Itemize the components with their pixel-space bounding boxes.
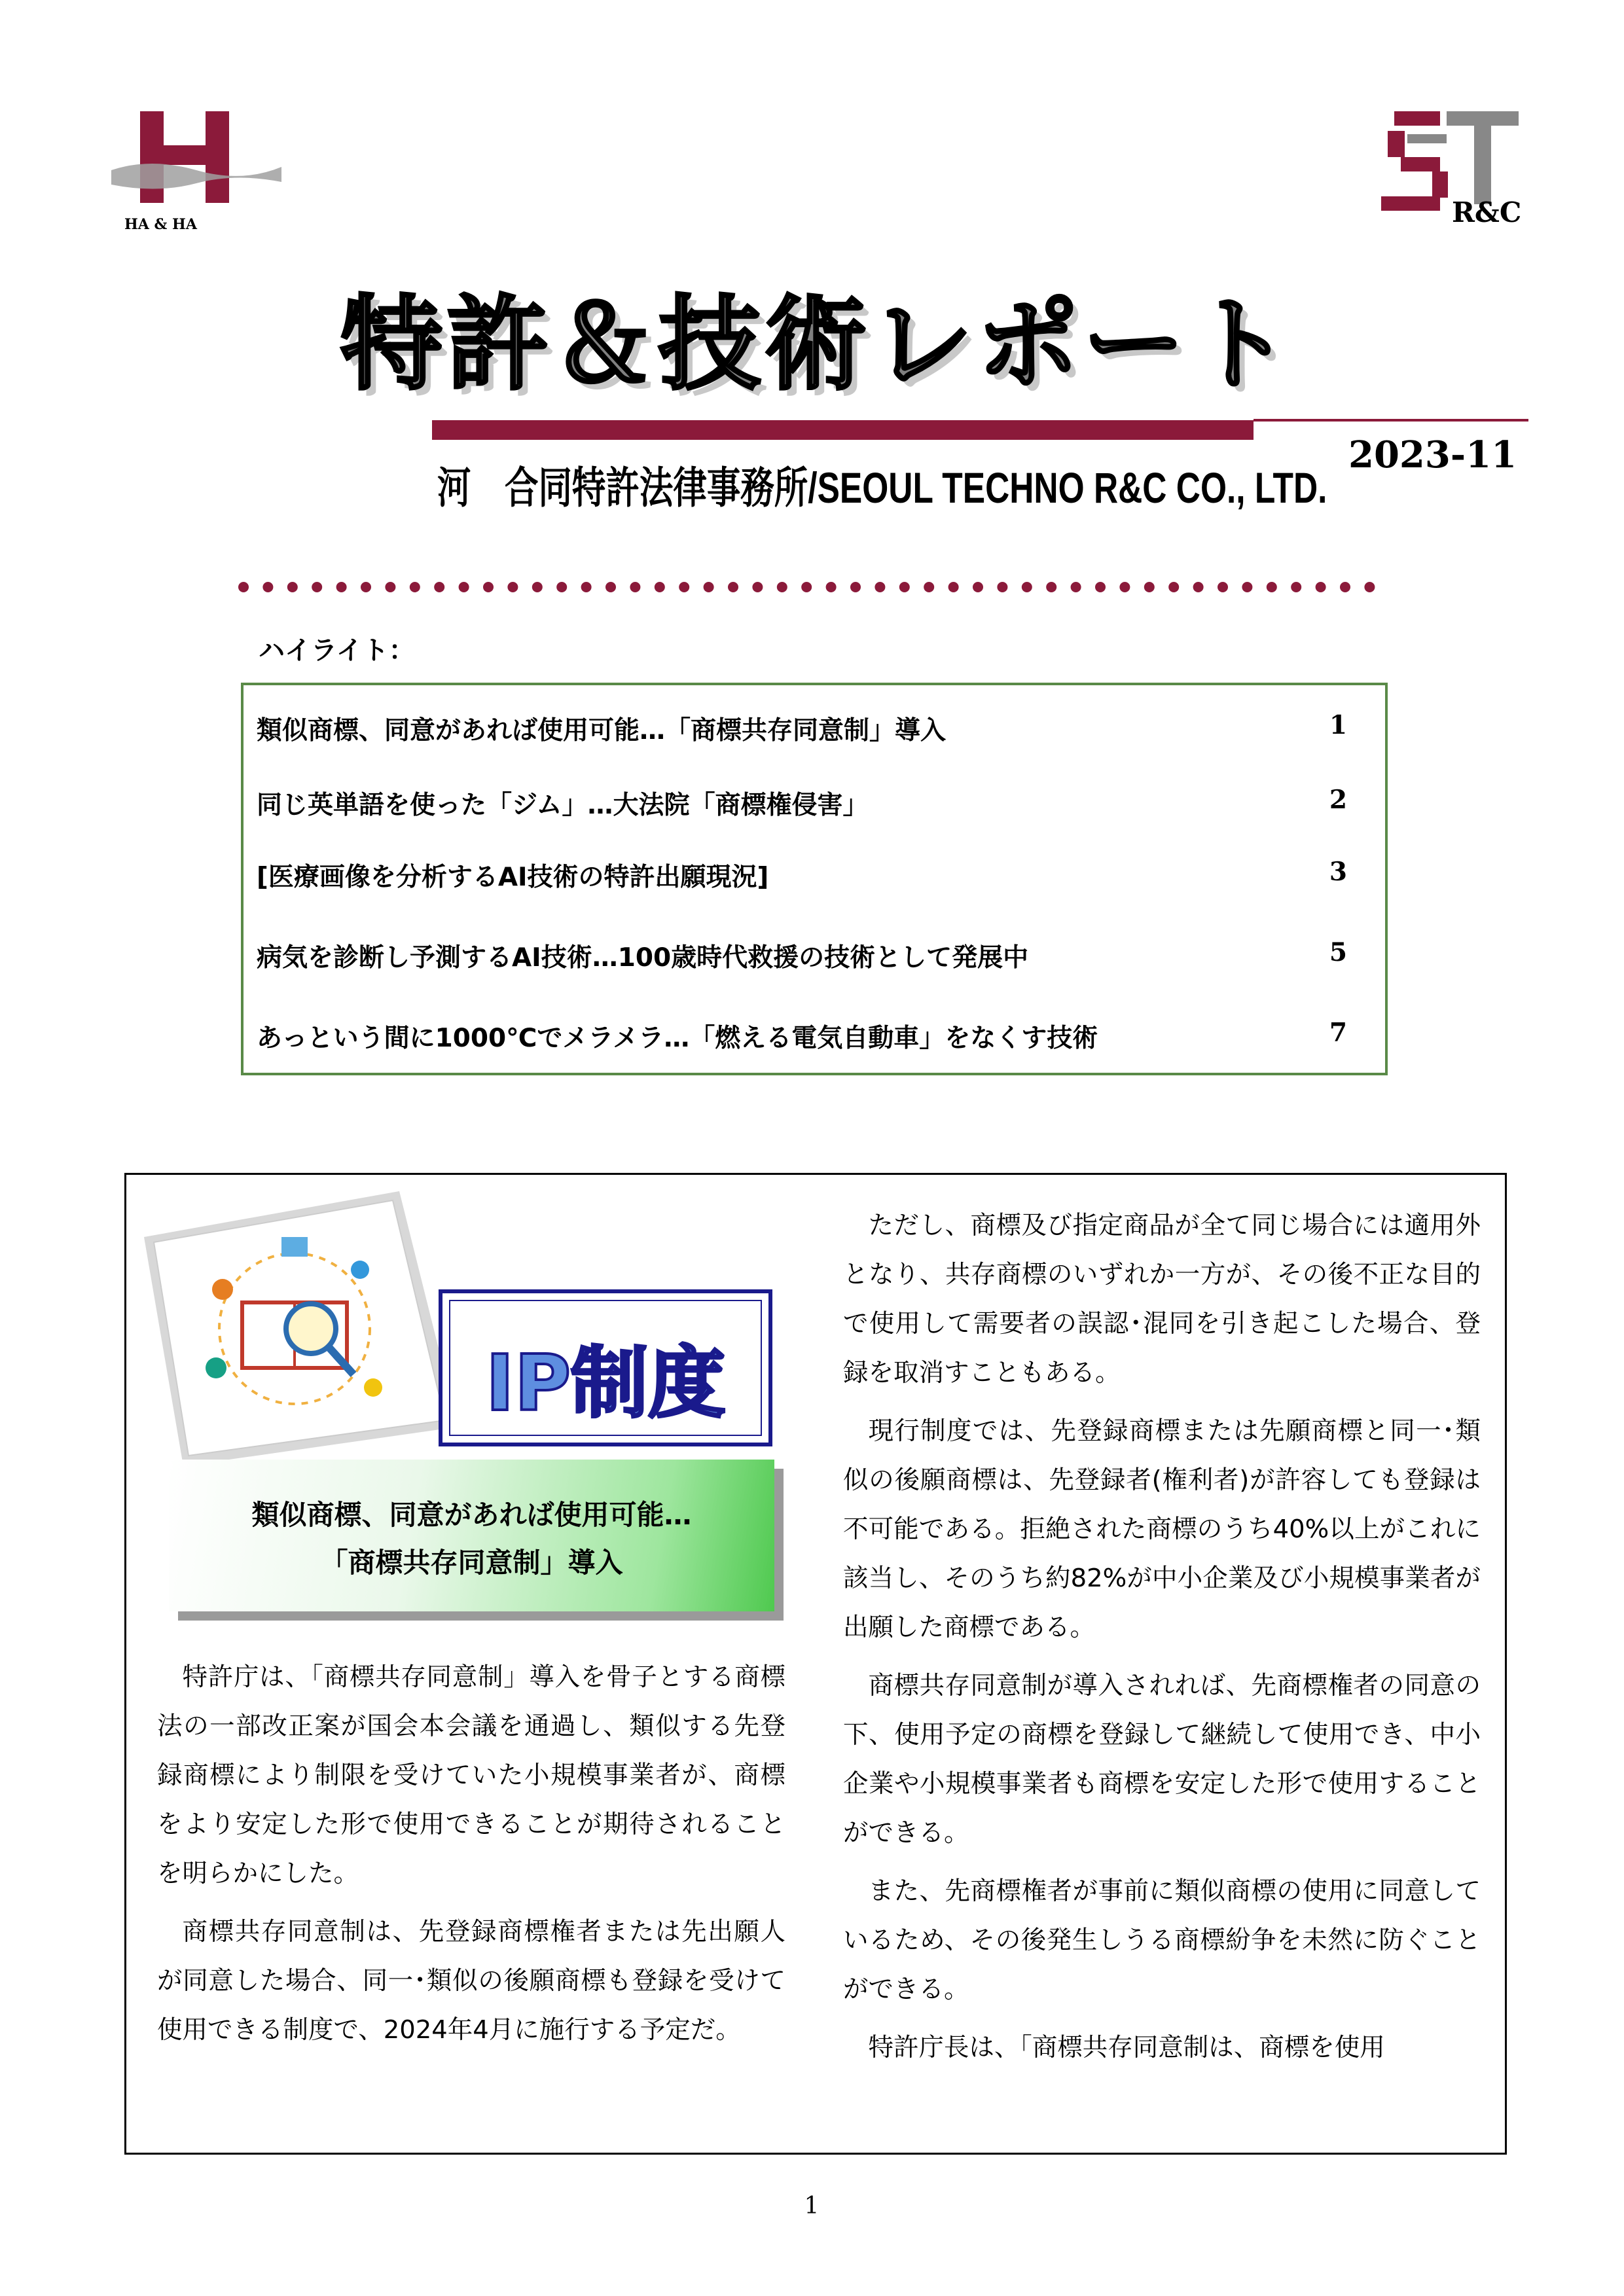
- body-paragraph: ただし、商標及び指定商品が全て同じ場合には適用外となり、共存商標のいずれか一方が、その後不正な目的で使用して需要者の誤認･混同を引き起こした場合、登録を取消すこともある。: [843, 1211, 1481, 1388]
- highlights-label: ハイライト：: [259, 636, 415, 666]
- company-name: 河 合同特許法律事務所/SEOUL TECHNO R&C CO., LTD.: [437, 463, 1327, 512]
- highlights-box: [241, 683, 1388, 1075]
- divider-dot: [507, 582, 518, 592]
- divider-dot: [655, 582, 665, 592]
- divider-dot: [1193, 582, 1204, 592]
- divider-dot: [312, 582, 322, 592]
- divider-dot: [459, 582, 469, 592]
- divider-dot: [483, 582, 494, 592]
- body-paragraph: また、先商標権者が事前に類似商標の使用に同意しているため、その後発生しうる商標紛争を未然に防ぐことができる。: [843, 1876, 1481, 2004]
- headline-line-2: 「商標共存同意制」導入: [320, 1547, 623, 1579]
- divider-dot: [948, 582, 959, 592]
- divider-dot: [728, 582, 738, 592]
- ha-ha-logo-text: HA & HA: [124, 216, 197, 233]
- toc-item-title: [医療画像を分析するAI技術の特許出願現況]: [257, 863, 769, 892]
- divider-dot: [434, 582, 444, 592]
- headline-line-1: 類似商標、同意があれば使用可能…: [251, 1499, 692, 1531]
- toc-item-title: 同じ英単語を使った「ジム」…大法院「商標権侵害」: [257, 791, 869, 820]
- article-headline-banner: [169, 1460, 774, 1611]
- toc-item[interactable]: [257, 785, 1359, 821]
- title-rule-thin: [1254, 419, 1528, 422]
- page-number: 1: [804, 2193, 820, 2219]
- divider-dot: [899, 582, 910, 592]
- divider-dot: [752, 582, 763, 592]
- divider-dot: [1095, 582, 1106, 592]
- divider-dot: [1046, 582, 1056, 592]
- divider-dot: [1022, 582, 1032, 592]
- divider-dot: [1340, 582, 1350, 592]
- divider-dot: [287, 582, 298, 592]
- divider-dot: [630, 582, 640, 592]
- divider-dot: [850, 582, 861, 592]
- seoul-techno-logo-text: R&C: [1452, 196, 1522, 228]
- title-rule-thick: [432, 420, 1254, 440]
- divider-dot: [532, 582, 543, 592]
- article-body-left: [157, 1653, 785, 2064]
- divider-dot: [1242, 582, 1252, 592]
- toc-item[interactable]: [257, 857, 1359, 893]
- body-paragraph: 現行制度では、先登録商標または先願商標と同一･類似の後願商標は、先登録者(権利者)が許容しても登録は不可能である。拒絶された商標のうち40%以上がこれに該当し、そのうち約82%が中小企業及び小規模事業者が出願した商標である。: [843, 1416, 1481, 1642]
- divider-dot: [1218, 582, 1228, 592]
- divider-dot: [1364, 582, 1375, 592]
- issue-date: 2023-11: [1348, 433, 1517, 476]
- divider-dot: [1168, 582, 1179, 592]
- divider-dot: [924, 582, 934, 592]
- toc-item-page: 3: [1329, 857, 1347, 887]
- divider-dot: [581, 582, 592, 592]
- category-badge: [439, 1289, 772, 1446]
- divider-dot: [1316, 582, 1326, 592]
- body-paragraph: 特許庁は、「商標共存同意制」導入を骨子とする商標法の一部改正案が国会本会議を通過し、類似する先登録商標により制限を受けていた小規模事業者が、商標をより安定した形で使用できることが期待されることを明らかにした。: [157, 1662, 785, 1888]
- divider-dot: [1144, 582, 1155, 592]
- divider-dot: [1267, 582, 1277, 592]
- divider-dot: [973, 582, 983, 592]
- divider-dot: [826, 582, 837, 592]
- divider-dot: [1071, 582, 1081, 592]
- divider-dot: [997, 582, 1007, 592]
- category-label: IP制度: [485, 1338, 726, 1428]
- divider-dot: [679, 582, 689, 592]
- divider-dot: [875, 582, 885, 592]
- divider-dot: [262, 582, 273, 592]
- toc-item-page: 2: [1329, 785, 1347, 815]
- body-paragraph: 商標共存同意制が導入されれば、先商標権者の同意の下、使用予定の商標を登録して継続して使用でき、中小企業や小規模事業者も商標を安定した形で使用することができる。: [843, 1671, 1481, 1848]
- divider-dot: [361, 582, 371, 592]
- toc-item-title: 病気を診断し予測するAI技術…100歳時代救援の技術として発展中: [257, 943, 1029, 973]
- toc-item-page: 5: [1329, 937, 1347, 967]
- divider-dot: [1119, 582, 1130, 592]
- report-title: 特許＆技術レポート: [340, 285, 1295, 404]
- divider-dot: [704, 582, 714, 592]
- toc-item[interactable]: [257, 1018, 1359, 1054]
- toc-item-page: 7: [1329, 1018, 1347, 1048]
- divider-dot: [336, 582, 347, 592]
- article-body-right: [843, 1201, 1481, 2081]
- divider-dot: [556, 582, 567, 592]
- divider-dot: [410, 582, 420, 592]
- body-paragraph: 商標共存同意制は、先登録商標権者または先出願人が同意した場合、同一･類似の後願商標も登録を受けて使用できる制度で、2024年4月に施行する予定だ。: [157, 1917, 785, 2045]
- divider-dot: [238, 582, 249, 592]
- toc-item-page: 1: [1329, 710, 1347, 740]
- body-paragraph: 特許庁長は、「商標共存同意制は、商標を使用: [868, 2033, 1385, 2062]
- divider-dot: [777, 582, 787, 592]
- toc-item-title: あっという間に1000℃でメラメラ…「燃える電気自動車」をなくす技術: [257, 1024, 1098, 1053]
- divider-dot: [605, 582, 616, 592]
- divider-dot: [385, 582, 395, 592]
- ip-illustration: [144, 1191, 458, 1466]
- dotted-divider: [236, 579, 1388, 595]
- toc-item[interactable]: [257, 710, 1359, 747]
- divider-dot: [1291, 582, 1301, 592]
- toc-item[interactable]: [257, 937, 1359, 974]
- divider-dot: [801, 582, 812, 592]
- toc-item-title: 類似商標、同意があれば使用可能…「商標共存同意制」導入: [257, 716, 947, 745]
